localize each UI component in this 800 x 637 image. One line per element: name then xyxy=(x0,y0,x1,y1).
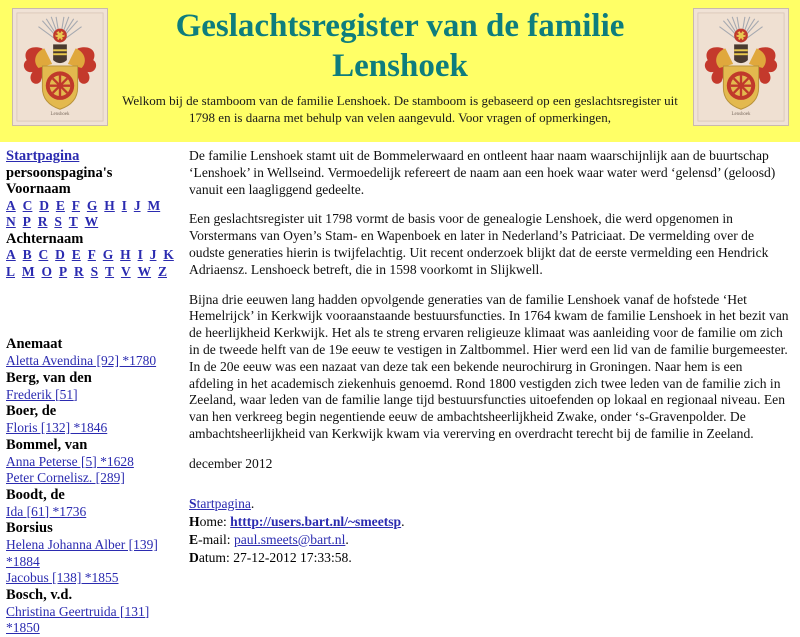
footer-email-line xyxy=(189,531,790,548)
sidebar-subtitle: persoonspagina's xyxy=(6,164,113,181)
voornaam-letter-p[interactable]: P xyxy=(22,214,31,229)
voornaam-letter-w[interactable]: W xyxy=(84,214,99,229)
voornaam-letter-n[interactable]: N xyxy=(6,214,16,229)
person-link[interactable]: Floris [132] *1846 xyxy=(6,420,108,435)
family-name-heading: Berg, van den xyxy=(6,369,92,386)
achternaam-letter-index xyxy=(6,247,179,280)
person-link[interactable]: Aletta Avendina [92] *1780 xyxy=(6,353,157,368)
person-list-item xyxy=(6,570,179,587)
voornaam-letter-h[interactable]: H xyxy=(104,197,115,213)
family-name-heading: Bosch, v.d. xyxy=(6,586,73,603)
footer-email-label: -mail: xyxy=(198,531,234,547)
footer-start-rest: tartpagina xyxy=(196,495,251,511)
voornaam-letter-d[interactable]: D xyxy=(39,197,49,213)
intro-paragraph-2: Een geslachtsregister uit 1798 vormt de basis voor de genealogie Lenshoek, die werd opgenomen in Vorstermans van Oyen’s Stam- en Wapenboek en later in Nederland’s Patriciaat. De vermelding over de oudste generaties hierin is twijfelachtig. Uit recent onderzoek blijkt dat de eerste vermelding een Hendrick Adriaensz. Lenshoeck betreft, die in 1598 voorkomt in Slijkwell. xyxy=(189,211,769,277)
footer-startpagina-line xyxy=(189,495,790,512)
family-name-heading: Anemaat xyxy=(6,336,63,352)
voornaam-letter-g[interactable]: G xyxy=(86,197,98,213)
coat-of-arms-right-image xyxy=(694,9,788,125)
person-list-item xyxy=(6,420,179,437)
footer-home-cap: H xyxy=(189,513,200,529)
page-title: Geslachtsregister van de familie Lenshoek xyxy=(175,8,625,84)
voornaam-letter-f[interactable]: F xyxy=(71,197,81,213)
sidebar-heading-voornaam: Voornaam xyxy=(6,181,71,197)
achternaam-letter-j[interactable]: J xyxy=(149,247,157,262)
achternaam-letter-b[interactable]: B xyxy=(22,247,32,262)
achternaam-letter-v[interactable]: V xyxy=(120,263,131,279)
coat-of-arms-left-image xyxy=(13,9,107,125)
family-name-list xyxy=(6,336,179,637)
achternaam-letter-h[interactable]: H xyxy=(120,247,131,262)
achternaam-letter-c[interactable]: C xyxy=(38,247,49,262)
footer-email-cap: E xyxy=(189,531,199,547)
family-name-heading: Boer, de xyxy=(6,403,57,419)
svg-text:Lenshoek: Lenshoek xyxy=(50,112,70,118)
welcome-text: Welkom bij de stamboom van de familie Lenshoek. De stamboom is gebaseerd op een geslachtsregister uit 1798 en is daarna met behulp van velen aangevuld. Voor vragen of opmerkingen, xyxy=(122,93,678,125)
footer-home-label: ome: xyxy=(199,513,231,529)
achternaam-letter-d[interactable]: D xyxy=(55,247,65,262)
footer-home-period: . xyxy=(401,513,405,529)
achternaam-letter-r[interactable]: R xyxy=(74,263,84,279)
coat-of-arms-right xyxy=(693,8,789,126)
achternaam-letter-f[interactable]: F xyxy=(87,247,96,262)
page-banner xyxy=(0,0,800,142)
person-link[interactable]: Christina Geertruida [131] *1850 xyxy=(6,603,150,635)
voornaam-letter-a[interactable]: A xyxy=(6,197,16,213)
svg-text:Lenshoek: Lenshoek xyxy=(731,112,751,118)
family-name-heading: Boodt, de xyxy=(6,486,65,503)
main-content xyxy=(189,142,800,600)
achternaam-letter-t[interactable]: T xyxy=(105,263,115,279)
voornaam-letter-m[interactable]: M xyxy=(147,197,161,213)
publication-date: december 2012 xyxy=(189,455,273,471)
person-link[interactable]: Helena Johanna Alber [139] *1884 xyxy=(6,537,158,569)
person-link[interactable]: Anna Peterse [5] *1628 xyxy=(6,453,134,469)
banner-text-block xyxy=(118,6,682,126)
achternaam-letter-p[interactable]: P xyxy=(58,263,68,279)
person-link[interactable]: Jacobus [138] *1855 xyxy=(6,570,119,585)
voornaam-letter-e[interactable]: E xyxy=(55,197,65,213)
voornaam-letter-t[interactable]: T xyxy=(68,214,78,229)
intro-paragraph-3: Bijna drie eeuwen lang hadden opvolgende generaties van de familie Lenshoek vanaf de hofstede ‘Het Hemelrijck’ in Kerkwijk vooraanstaande bestuursfuncties. In 1764 kwam de familie Lenshoek in het bezit van de heerlijkheid Kerkwijk. Het als te streng ervaren religieuze klimaat was aanleiding voor de familie om zich in de tweede helft van de 19e eeuw te vestigen in Zaltbommel. Hier werd een lid van de familie burgemeester. In de 20e eeuw was een nazaat van deze tak een bekende neurochirurg in Groningen. Naar hem is een afdeling in het academisch ziekenhuis genoemd. Rond 1800 vestigden zich twee leden van de familie zich in Zeeland, waar leden van de familie lange tijd bestuursfuncties uitoefenden op lokaal en regionaal niveau. Een van hen verkreeg begin negentiende eeuw de ambachtsheerlijkheid Zwake, onder ‘s-Gravenpolder. De ambachtsheerlijkheid van Kerkwijk kwam via vererving en overdracht terecht bij de familie in Zeeland. xyxy=(189,291,789,441)
person-link[interactable]: Frederik [51] xyxy=(6,386,78,402)
footer-date-line xyxy=(189,549,790,566)
person-list-item xyxy=(6,504,179,521)
coat-of-arms-left xyxy=(12,8,108,126)
footer-email-period: . xyxy=(345,531,349,547)
voornaam-letter-r[interactable]: R xyxy=(37,214,48,229)
voornaam-letter-s[interactable]: S xyxy=(54,214,62,229)
footer-start-period: . xyxy=(250,495,255,511)
footer-date-value: 27-12-2012 17:33:58. xyxy=(233,549,352,565)
family-name-heading: Borsius xyxy=(6,520,53,536)
person-list-item xyxy=(6,353,179,370)
footer-links xyxy=(189,495,790,566)
person-link[interactable]: Ida [61] *1736 xyxy=(6,503,87,519)
footer-date-cap: D xyxy=(189,549,199,565)
sidebar-link-startpagina[interactable]: Startpagina xyxy=(6,148,80,164)
person-list-item xyxy=(6,470,179,487)
person-list-item xyxy=(6,604,179,637)
voornaam-letter-j[interactable]: J xyxy=(133,197,141,213)
achternaam-letter-m[interactable]: M xyxy=(21,263,35,279)
voornaam-letter-index xyxy=(6,198,179,231)
person-list-item xyxy=(6,537,179,570)
person-list-item xyxy=(6,454,179,471)
achternaam-letter-l[interactable]: L xyxy=(6,263,16,279)
footer-home-line xyxy=(189,513,790,530)
achternaam-letter-a[interactable]: A xyxy=(6,247,16,262)
achternaam-letter-e[interactable]: E xyxy=(71,247,81,262)
family-name-heading: Bommel, van xyxy=(6,436,88,453)
footer-home-url-link[interactable]: htttp://users.bart.nl/~smeetsp xyxy=(230,513,402,529)
achternaam-letter-k[interactable]: K xyxy=(163,247,174,262)
person-list-item xyxy=(6,387,179,404)
sidebar xyxy=(0,142,183,635)
person-link[interactable]: Peter Cornelisz. [289] xyxy=(6,470,125,485)
achternaam-letter-z[interactable]: Z xyxy=(157,263,167,279)
footer-email-link[interactable]: paul.smeets@bart.nl xyxy=(233,531,346,547)
footer-link-startpagina[interactable] xyxy=(189,496,251,511)
sidebar-spacer xyxy=(6,280,179,336)
intro-paragraph-1: De familie Lenshoek stamt uit de Bommelerwaard en ontleent haar naam waarschijnlijk aan de buurtschap ‘Lenshoek’ in Wellseind. Vermoedelijk refereert de naam aan een hoek waar water werd ‘gelensd’ (geloosd) vanuit een laagliggend gedeelte. xyxy=(189,148,776,197)
achternaam-letter-s[interactable]: S xyxy=(90,263,99,279)
voornaam-letter-i[interactable]: I xyxy=(121,197,127,213)
sidebar-heading-achternaam: Achternaam xyxy=(6,230,84,247)
achternaam-letter-o[interactable]: O xyxy=(41,263,53,279)
footer-date-label: atum: xyxy=(198,549,234,565)
voornaam-letter-c[interactable]: C xyxy=(22,197,33,213)
achternaam-letter-g[interactable]: G xyxy=(102,247,114,262)
achternaam-letter-w[interactable]: W xyxy=(137,263,152,279)
footer-start-cap: S xyxy=(189,495,197,511)
achternaam-letter-i[interactable]: I xyxy=(137,247,143,262)
page-body xyxy=(0,142,800,635)
